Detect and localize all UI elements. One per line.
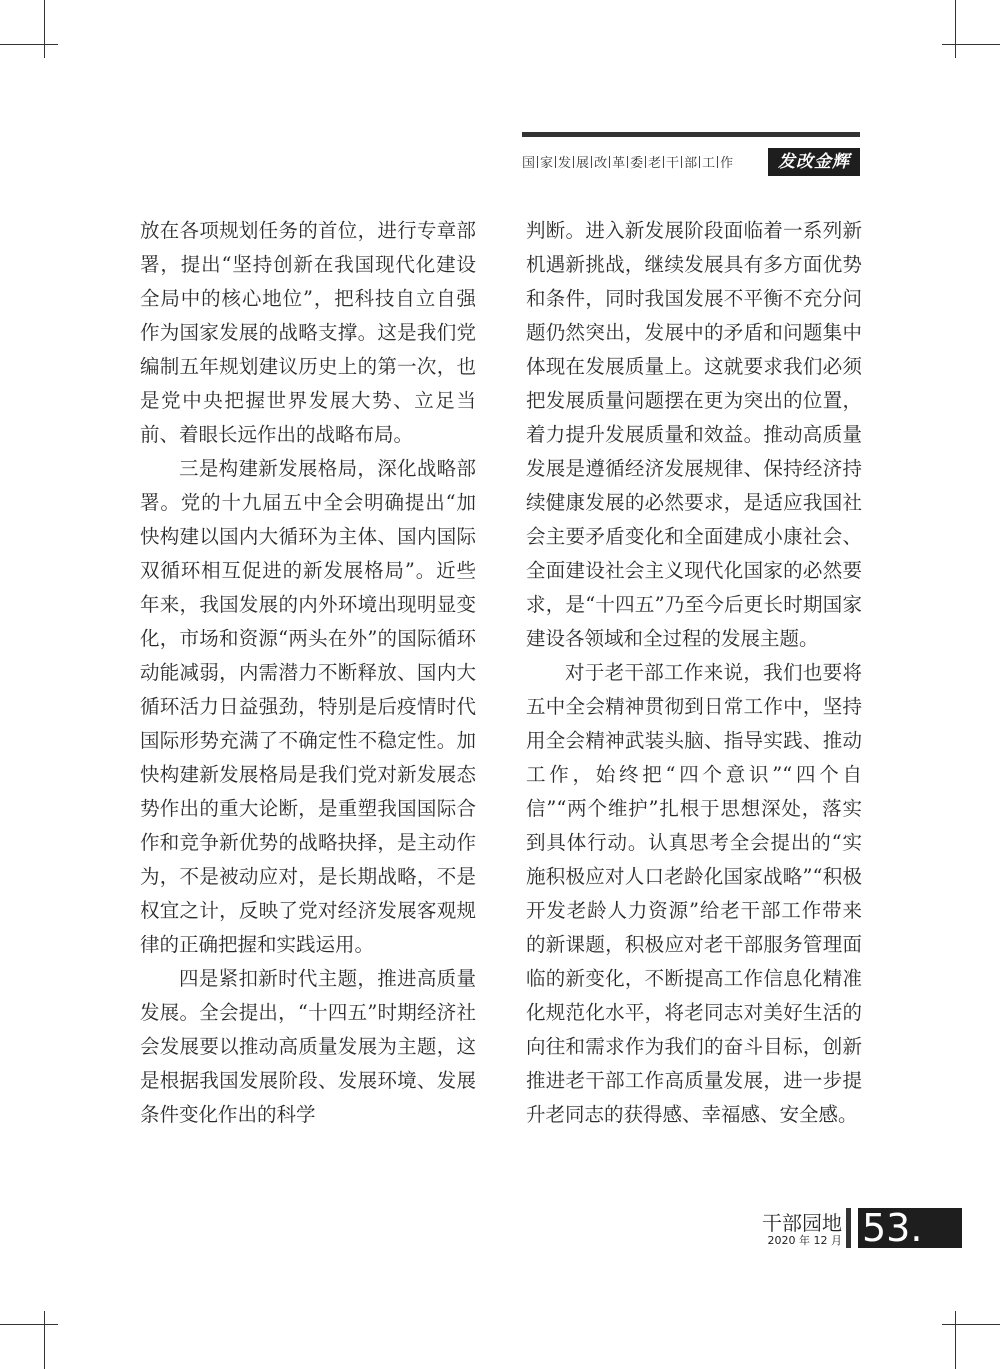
header-char: 革 [612, 156, 626, 171]
header-separator [627, 156, 628, 168]
header-char: 老 [648, 156, 662, 171]
paragraph: 放在各项规划任务的首位，进行专章部署，提出“坚持创新在我国现代化建设全局中的核心地位”，把科技自立自强作为国家发展的战略支撑。这是我们党编制五年规划建议历史上的第一次，也是党中央把握世界发展大势、立足当前、着眼长远作出的战略布局。 [140, 219, 476, 446]
header-char: 家 [540, 156, 554, 171]
running-header [522, 148, 860, 176]
column-label: 发改金辉 [768, 148, 860, 176]
header-rule [522, 132, 860, 137]
header-separator [717, 156, 718, 168]
header-char: 干 [666, 156, 680, 171]
page-footer [700, 1206, 970, 1250]
header-char: 国 [522, 156, 536, 171]
header-organization [522, 152, 733, 171]
header-separator [591, 156, 592, 168]
header-char: 作 [720, 156, 734, 171]
header-separator [609, 156, 610, 168]
left-column [140, 214, 476, 1132]
header-separator [537, 156, 538, 168]
header-char: 发 [558, 156, 572, 171]
page-number: 53. [858, 1208, 962, 1248]
magazine-name: 干部园地 [762, 1211, 842, 1235]
header-separator [645, 156, 646, 168]
paragraph: 三是构建新发展格局，深化战略部署。党的十九届五中全会明确提出“加快构建以国内大循环为主体、国内国际双循环相互促进的新发展格局”。近些年来，我国发展的内外环境出现明显变化，市场和资源“两头在外”的国际循环动能减弱，内需潜力不断释放、国内大循环活力日益强劲，特别是后疫情时代国际形势充满了不确定性不稳定性。加快构建新发展格局是我们党对新发展态势作出的重大论断，是重塑我国国际合作和竞争新优势的战略抉择，是主动作为，不是被动应对，是长期战略，不是权宜之计，反映了党对经济发展客观规律的正确把握和实践运用。 [140, 457, 476, 956]
footer-divider [846, 1208, 851, 1248]
header-separator [681, 156, 682, 168]
issue-date: 2020 年 12 月 [767, 1234, 842, 1247]
header-separator [573, 156, 574, 168]
header-char: 工 [702, 156, 716, 171]
header-char: 部 [684, 156, 698, 171]
header-separator [663, 156, 664, 168]
header-char: 改 [594, 156, 608, 171]
paragraph: 对于老干部工作来说，我们也要将五中全会精神贯彻到日常工作中，坚持用全会精神武装头脑、指导实践、推动工作，始终把“四个意识”“四个自信”“两个维护”扎根于思想深处，落实到具体行动。认真思考全会提出的“实施积极应对人口老龄化国家战略”“积极开发老龄人力资源”给老干部工作带来的新课题，积极应对老干部服务管理面临的新变化，不断提高工作信息化精准化规范化水平，将老同志对美好生活的向往和需求作为我们的奋斗目标，创新推进老干部工作高质量发展，进一步提升老同志的获得感、幸福感、安全感。 [526, 661, 862, 1126]
header-char: 展 [576, 156, 590, 171]
header-separator [555, 156, 556, 168]
header-separator [699, 156, 700, 168]
paragraph: 四是紧扣新时代主题，推进高质量发展。全会提出，“十四五”时期经济社会发展要以推动高质量发展为主题，这是根据我国发展阶段、发展环境、发展条件变化作出的科学 [140, 967, 476, 1126]
header-char: 委 [630, 156, 644, 171]
paragraph: 判断。进入新发展阶段面临着一系列新机遇新挑战，继续发展具有多方面优势和条件，同时我国发展不平衡不充分问题仍然突出，发展中的矛盾和问题集中体现在发展质量上。这就要求我们必须把发展质量问题摆在更为突出的位置，着力提升发展质量和效益。推动高质量发展是遵循经济发展规律、保持经济持续健康发展的必然要求，是适应我国社会主要矛盾变化和全面建成小康社会、全面建设社会主义现代化国家的必然要求，是“十四五”乃至今后更长时期国家建设各领域和全过程的发展主题。 [526, 219, 862, 650]
right-column [526, 214, 862, 1132]
